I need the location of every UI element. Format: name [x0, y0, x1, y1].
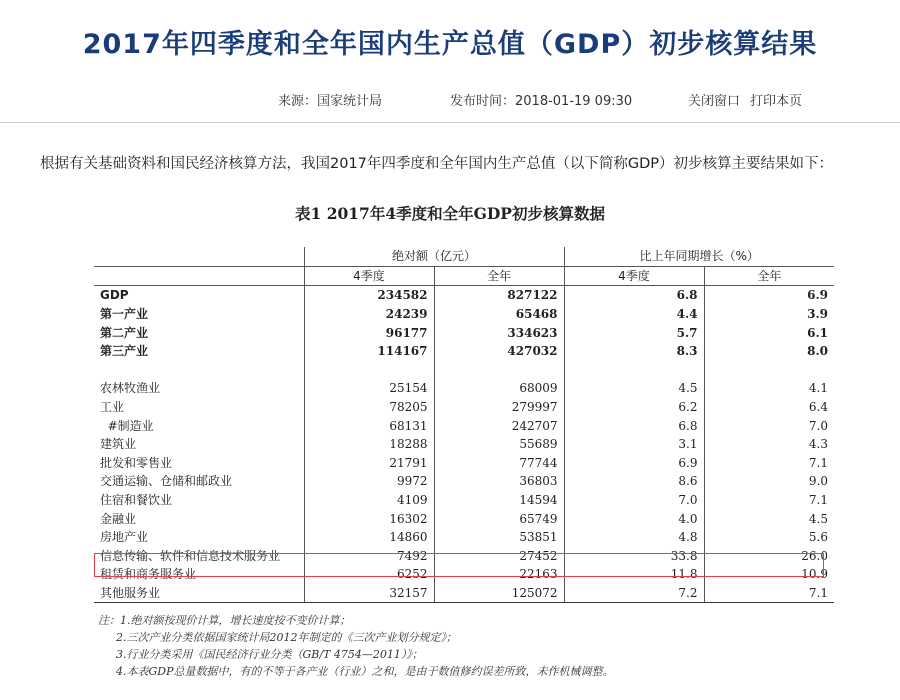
table-row — [94, 286, 834, 305]
cell-year: 827122 — [434, 286, 564, 305]
table-row — [94, 435, 834, 454]
cell-q4g: 3.1 — [564, 435, 704, 454]
cell-q4: 7492 — [304, 547, 434, 566]
cell-year: 36803 — [434, 472, 564, 491]
row-label: 第一产业 — [100, 307, 149, 322]
cell-q4g: 11.8 — [564, 565, 704, 584]
cell-q4: 9972 — [304, 472, 434, 491]
cell-yearg: 6.9 — [704, 286, 834, 305]
row-label: 房地产业 — [100, 530, 149, 545]
note-item: 3.行业分类采用《国民经济行业分类（GB/T 4754—2011）》； — [116, 648, 423, 661]
table-header-columns — [94, 266, 834, 286]
cell-q4g: 6.2 — [564, 398, 704, 417]
row-label: 批发和零售业 — [100, 455, 173, 470]
cell-q4g: 8.3 — [564, 342, 704, 361]
row-label: 其他服务业 — [94, 584, 304, 603]
cell-yearg: 3.9 — [704, 305, 834, 324]
table-row — [94, 509, 834, 528]
table-row — [94, 491, 834, 510]
row-label: GDP — [100, 288, 129, 303]
cell-q4: 96177 — [304, 323, 434, 342]
cell-year: 14594 — [434, 491, 564, 510]
cell-q4g: 7.0 — [564, 491, 704, 510]
row-label: #制造业 — [100, 418, 154, 433]
cell-q4: 4109 — [304, 491, 434, 510]
cell-q4g: 8.6 — [564, 472, 704, 491]
cell-q4: 6252 — [304, 565, 434, 584]
table-row — [94, 584, 834, 603]
table-row — [94, 379, 834, 398]
gdp-table — [94, 247, 834, 603]
row-label: 第二产业 — [100, 325, 149, 340]
cell-year: 279997 — [434, 398, 564, 417]
table-row — [94, 547, 834, 566]
spacer-cell — [704, 361, 834, 380]
cell-q4g: 4.8 — [564, 528, 704, 547]
cell-q4: 14860 — [304, 528, 434, 547]
cell-yearg: 4.3 — [704, 435, 834, 454]
row-label: 工业 — [100, 400, 125, 415]
table-row — [94, 323, 834, 342]
row-label: 金融业 — [100, 511, 137, 526]
publish-time: 发布时间：2018-01-19 09:30 — [450, 94, 633, 109]
cell-q4g: 33.8 — [564, 547, 704, 566]
table-notes — [98, 612, 614, 680]
cell-year: 22163 — [434, 565, 564, 584]
spacer-cell — [564, 361, 704, 380]
cell-yearg: 9.0 — [704, 472, 834, 491]
cell-q4: 234582 — [304, 286, 434, 305]
header-absolute: 绝对额（亿元） — [304, 247, 564, 266]
source-label: 来源：国家统计局 — [278, 94, 383, 109]
page-title: 2017年四季度和全年国内生产总值（GDP）初步核算结果 — [82, 29, 818, 60]
divider — [0, 122, 900, 123]
cell-yearg: 26.0 — [704, 547, 834, 566]
cell-q4g: 6.9 — [564, 454, 704, 473]
note-item: 注：1.绝对额按现价计算，增长速度按不变价计算； — [98, 614, 351, 627]
cell-q4g: 6.8 — [564, 416, 704, 435]
cell-year: 65749 — [434, 509, 564, 528]
cell-year: 68009 — [434, 379, 564, 398]
table-row — [94, 454, 834, 473]
cell-year: 334623 — [434, 323, 564, 342]
note-item: 4.本表GDP总量数据中，有的不等于各产业（行业）之和，是由于数值修约误差所致，未作机械调整。 — [116, 665, 614, 678]
cell-yearg: 7.1 — [704, 491, 834, 510]
cell-q4: 18288 — [304, 435, 434, 454]
table-row — [94, 528, 834, 547]
cell-yearg: 4.1 — [704, 379, 834, 398]
header-year: 全年 — [434, 266, 564, 286]
note-item: 2.三次产业分类依据国家统计局2012年制定的《三次产业划分规定》； — [116, 631, 457, 644]
cell-yearg: 7.1 — [704, 454, 834, 473]
article-actions — [688, 90, 812, 109]
cell-year: 53851 — [434, 528, 564, 547]
cell-q4g: 4.5 — [564, 379, 704, 398]
cell-yearg: 7.0 — [704, 416, 834, 435]
cell-q4g: 6.8 — [564, 286, 704, 305]
row-label: 交通运输、仓储和邮政业 — [100, 474, 233, 489]
cell-year: 427032 — [434, 342, 564, 361]
article-meta — [0, 90, 900, 112]
table-row — [94, 398, 834, 417]
cell-q4: 24239 — [304, 305, 434, 324]
cell-q4g: 7.2 — [564, 584, 704, 603]
cell-q4: 32157 — [304, 584, 434, 603]
spacer-cell — [434, 361, 564, 380]
cell-year: 65468 — [434, 305, 564, 324]
row-label: 信息传输、软件和信息技术服务业 — [100, 548, 281, 563]
row-label: 农林牧渔业 — [100, 381, 161, 396]
cell-yearg: 7.1 — [704, 584, 834, 603]
spacer-cell — [304, 361, 434, 380]
cell-q4g: 4.0 — [564, 509, 704, 528]
spacer-row — [94, 361, 834, 380]
cell-yearg: 6.1 — [704, 323, 834, 342]
table-row — [94, 565, 834, 584]
table-title: 表1 2017年4季度和全年GDP初步核算数据 — [295, 204, 605, 223]
print-page-link[interactable]: 打印本页 — [750, 94, 803, 109]
cell-q4: 114167 — [304, 342, 434, 361]
cell-year: 77744 — [434, 454, 564, 473]
cell-yearg: 4.5 — [704, 509, 834, 528]
header-year-growth: 全年 — [704, 266, 834, 286]
cell-q4: 25154 — [304, 379, 434, 398]
table-row — [94, 416, 834, 435]
cell-yearg: 8.0 — [704, 342, 834, 361]
intro-paragraph: 根据有关基础资料和国民经济核算方法，我国2017年四季度和全年国内生产总值（以下简称GDP）初步核算主要结果如下： — [40, 156, 834, 172]
header-corner — [94, 266, 304, 286]
cell-q4g: 5.7 — [564, 323, 704, 342]
spacer-cell — [94, 361, 304, 380]
row-label: 租赁和商务服务业 — [100, 567, 197, 582]
table-row — [94, 342, 834, 361]
table-row — [94, 305, 834, 324]
cell-yearg: 6.4 — [704, 398, 834, 417]
row-label: 建筑业 — [100, 437, 137, 452]
cell-q4: 78205 — [304, 398, 434, 417]
table-row — [94, 472, 834, 491]
cell-q4: 16302 — [304, 509, 434, 528]
cell-yearg: 10.9 — [704, 565, 834, 584]
row-label: 住宿和餐饮业 — [100, 493, 173, 508]
cell-year: 242707 — [434, 416, 564, 435]
cell-year: 27452 — [434, 547, 564, 566]
cell-yearg: 5.6 — [704, 528, 834, 547]
cell-year: 55689 — [434, 435, 564, 454]
cell-year: 125072 — [434, 584, 564, 603]
cell-q4: 68131 — [304, 416, 434, 435]
header-growth: 比上年同期增长（%） — [564, 247, 834, 266]
row-label: 第三产业 — [100, 344, 149, 359]
cell-q4g: 4.4 — [564, 305, 704, 324]
table-header-group — [94, 247, 834, 266]
close-window-link[interactable]: 关闭窗口 — [688, 94, 741, 109]
header-corner — [94, 247, 304, 266]
header-q4-growth: 4季度 — [564, 266, 704, 286]
cell-q4: 21791 — [304, 454, 434, 473]
header-q4: 4季度 — [304, 266, 434, 286]
